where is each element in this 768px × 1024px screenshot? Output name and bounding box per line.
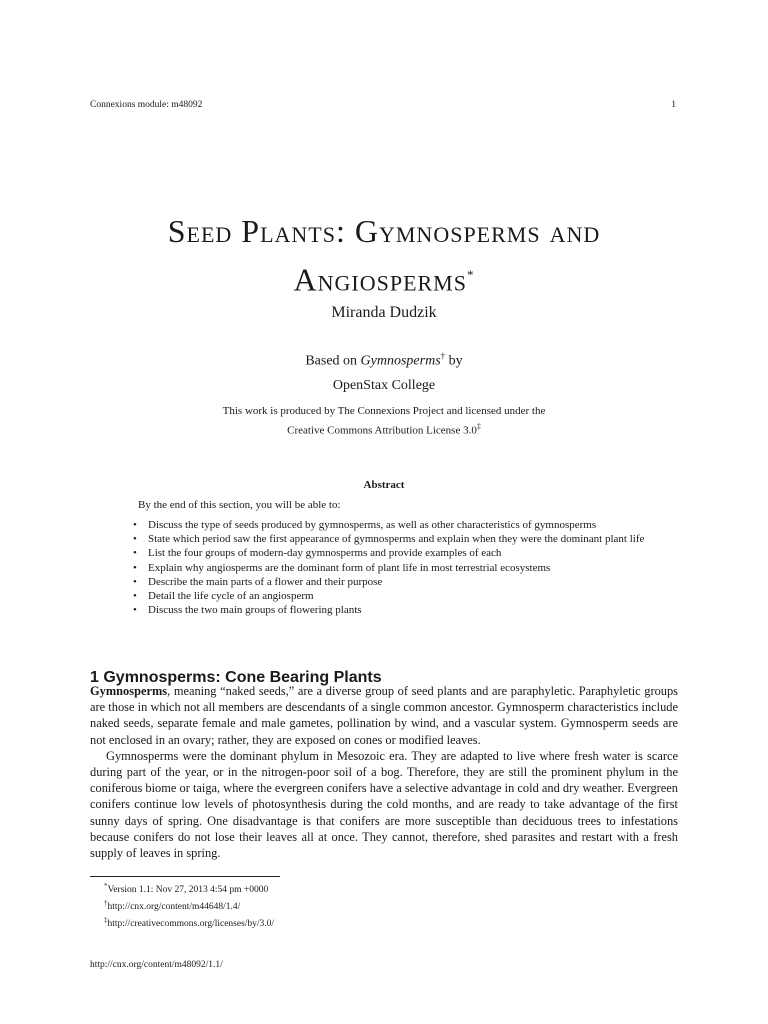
based-on-suffix: by bbox=[445, 353, 463, 369]
license-line-1: This work is produced by The Connexions Project and licensed under the bbox=[222, 405, 546, 417]
objective-item: • List the four groups of modern-day gymnosperms and provide examples of each bbox=[130, 546, 660, 560]
document-title bbox=[60, 209, 708, 302]
title-line-1: Seed Plants: Gymnosperms and bbox=[167, 213, 601, 250]
objective-item: • Describe the main parts of a flower and their purpose bbox=[130, 575, 660, 589]
based-on-attribution bbox=[0, 344, 768, 398]
learning-objectives-list bbox=[130, 518, 660, 617]
abstract-heading: Abstract bbox=[363, 479, 405, 491]
footnote-mark: † bbox=[104, 898, 108, 907]
footnote-item bbox=[104, 880, 274, 897]
footer-url[interactable]: http://cnx.org/content/m48092/1.1/ bbox=[90, 960, 223, 970]
based-on-footnote-mark: † bbox=[440, 351, 446, 361]
paragraph-text: , meaning “naked seeds,” are a diverse group of seed plants and are paraphyletic. Paraphyletic groups are those in which not all members are descendants of a single common ancestor. Gymnosperm characteristics include naked seeds, separate female and male gametes, pollination by wind, and a vascular system. Gymnosperm seeds are not enclosed in an ovary; rather, they are exposed on cones or modified leaves. bbox=[90, 684, 678, 747]
footnote-link[interactable]: http://cnx.org/content/m44648/1.4/ bbox=[107, 901, 241, 912]
title-footnote-mark: * bbox=[466, 267, 475, 283]
footnote-text: Version 1.1: Nov 27, 2013 4:54 pm +0000 bbox=[107, 885, 269, 896]
footnote-item bbox=[104, 897, 274, 914]
based-on-work-link[interactable]: Gymnosperms bbox=[360, 353, 441, 369]
page-number: 1 bbox=[671, 100, 676, 110]
key-term: Gymnosperms bbox=[90, 684, 168, 698]
based-on-org: OpenStax College bbox=[332, 377, 436, 393]
footnote-mark: * bbox=[104, 882, 108, 890]
footnote-mark: ‡ bbox=[104, 915, 108, 924]
license-footnote-mark: ‡ bbox=[476, 422, 481, 431]
objective-item: • Discuss the two main groups of flowering plants bbox=[130, 603, 660, 617]
section-heading: 1 Gymnosperms: Cone Bearing Plants bbox=[90, 669, 382, 687]
license-notice bbox=[0, 404, 768, 439]
objective-item: • State which period saw the first appearance of gymnosperms and explain when they were the dominant plant life bbox=[130, 532, 660, 546]
abstract-intro: By the end of this section, you will be able to: bbox=[138, 499, 341, 511]
footnote-rule bbox=[90, 876, 280, 877]
body-paragraph-1 bbox=[90, 683, 678, 748]
author-name: Miranda Dudzik bbox=[331, 304, 437, 321]
objective-item: • Discuss the type of seeds produced by gymnosperms, as well as other characteristics of gymnosperms bbox=[130, 518, 660, 532]
body-paragraph-2: Gymnosperms were the dominant phylum in Mesozoic era. They are adapted to live where fresh water is scarce during part of the year, or in the nitrogen-poor soil of a bog. Therefore, they are still the prominent phylum in the coniferous biome or taiga, where the evergreen conifers have a selective advantage in cold and dry weather. Evergreen conifers continue low levels of photosynthesis during the cold months, and are ready to take advantage of the first sunny days of spring. One disadvantage is that conifers are more susceptible than deciduous trees to infestations because conifers do not lose their leaves all at once. They cannot, therefore, shed parasites and restart with a fresh supply of leaves in spring. bbox=[90, 748, 678, 861]
title-line-2: Angiosperms bbox=[293, 262, 467, 299]
running-header-module: Connexions module: m48092 bbox=[90, 100, 203, 110]
footnote-item bbox=[104, 914, 274, 931]
footnotes bbox=[104, 880, 274, 930]
based-on-prefix: Based on bbox=[305, 353, 361, 369]
section-body bbox=[90, 683, 678, 861]
footnote-link[interactable]: http://creativecommons.org/licenses/by/3.0/ bbox=[107, 918, 275, 929]
objective-item: • Explain why angiosperms are the dominant form of plant life in most terrestrial ecosystems bbox=[130, 561, 660, 575]
license-line-2: Creative Commons Attribution License 3.0 bbox=[287, 424, 477, 437]
objective-item: • Detail the life cycle of an angiosperm bbox=[130, 589, 660, 603]
